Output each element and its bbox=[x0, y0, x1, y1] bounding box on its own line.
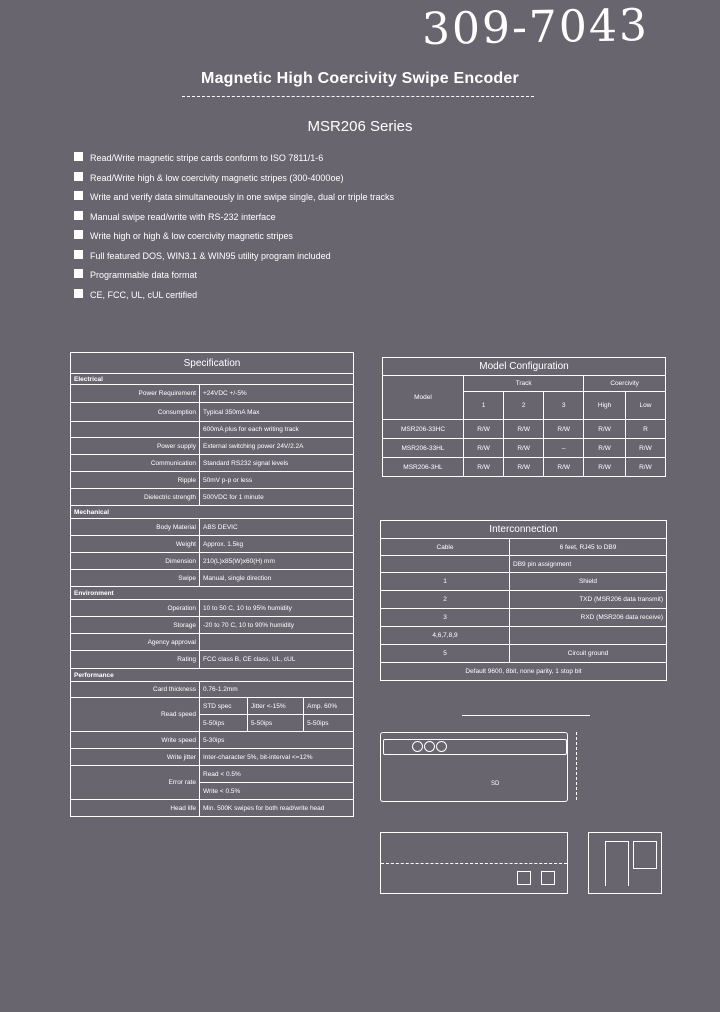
list-item: Read/Write magnetic stripe cards conform to ISO 7811/1-6 bbox=[74, 152, 494, 172]
device-drawing-top bbox=[380, 710, 588, 802]
page-title: Magnetic High Coercivity Swipe Encoder bbox=[201, 70, 519, 87]
table-row: MSR206-33HL R/W R/W – R/W R/W bbox=[383, 439, 666, 458]
handwritten-note: 309-7043 bbox=[421, 0, 650, 55]
indicator-led-icon bbox=[412, 741, 423, 752]
interconnection-table: Interconnection Cable 6 feet, RJ45 to DB9 DB9 pin assignment 1 Shield 2 TXD (MSR206 data transmit) 3 RXD (MSR206 data receive) 4,6,7,8,9 5 Circuit ground Default 9600, 8bit, none parity, 1 stop bit bbox=[380, 520, 667, 681]
rj45-port-icon bbox=[517, 871, 531, 885]
section-label: Environment bbox=[71, 587, 354, 600]
bullet-square-icon bbox=[74, 211, 83, 220]
dimension-line bbox=[462, 715, 590, 716]
series-title: MSR206 Series bbox=[307, 118, 413, 135]
table-header: Model Configuration bbox=[383, 358, 666, 376]
table-row: 4,6,7,8,9 bbox=[381, 627, 667, 645]
table-row: 2 TXD (MSR206 data transmit) bbox=[381, 591, 667, 609]
list-item: Write high or high & low coercivity magnetic stripes bbox=[74, 230, 494, 250]
list-item: CE, FCC, UL, cUL certified bbox=[74, 289, 494, 309]
list-item: Read/Write high & low coercivity magnetic stripes (300-4000oe) bbox=[74, 172, 494, 192]
list-item: Programmable data format bbox=[74, 269, 494, 289]
section-label: Mechanical bbox=[71, 506, 354, 519]
front-divider bbox=[381, 863, 567, 864]
side-slot bbox=[605, 841, 629, 886]
title-divider bbox=[182, 96, 534, 97]
power-jack-icon bbox=[541, 871, 555, 885]
table-header: Interconnection bbox=[381, 521, 667, 539]
indicator-led-icon bbox=[436, 741, 447, 752]
feature-list bbox=[74, 152, 494, 308]
side-slot bbox=[633, 841, 657, 869]
device-body bbox=[380, 732, 568, 802]
bullet-square-icon bbox=[74, 230, 83, 239]
list-item: Manual swipe read/write with RS-232 interface bbox=[74, 211, 494, 231]
bullet-square-icon bbox=[74, 172, 83, 181]
bullet-square-icon bbox=[74, 250, 83, 259]
device-label: SD bbox=[491, 781, 500, 787]
device-side-body bbox=[588, 832, 662, 894]
table-header: Specification bbox=[71, 353, 354, 374]
section-label: Performance bbox=[71, 669, 354, 682]
device-drawing-side bbox=[588, 832, 664, 896]
bullet-square-icon bbox=[74, 152, 83, 161]
model-configuration-table: Model Configuration Model Track Coercivity 1 2 3 High Low MSR206-33HC R/W R/W R/W R/W R MSR206-33HL R/W R/W – R/W R/W MSR206-3HL R/W R/W R/W R/W R/W bbox=[382, 357, 666, 477]
device-front-body bbox=[380, 832, 568, 894]
list-item: Write and verify data simultaneously in one swipe single, dual or triple tracks bbox=[74, 191, 494, 211]
bullet-square-icon bbox=[74, 289, 83, 298]
table-row: 5 Circuit ground bbox=[381, 645, 667, 663]
specification-table: Specification Electrical Power Requirement +24VDC +/-5% Consumption Typical 350mA Max 600mA plus for each writing track Power supply External switching power 24V/2.2A Communication Standard RS232 signal levels Ripple 50mV p-p or less Dielectric strength 500VDC for 1 minute Mechanical Body Material ABS DEVIC Weight Approx. 1.5kg Dimension 210(L)x85(W)x60(H) mm Swipe Manual, single direction Environment Operation 10 to 50 C, 10 to 95% humidity Storage -20 to 70 C, 10 to 90% humidity Agency approval Rating FCC class B, CE class, UL, cUL Performance Card thickness 0.76-1.2mm Read speed STD spec Jitter <-15% Amp. 60% 5-50ips 5-50ips 5-50ips Write speed 5-30ips Write jitter Inter-character 5%, bit-interval <=12% Error rate Read < 0.5% Write < 0.5% Head life Min. 500K swipes for both read/write head bbox=[70, 352, 354, 817]
indicator-led-icon bbox=[424, 741, 435, 752]
section-label: Electrical bbox=[71, 374, 354, 385]
table-row: 1 Shield bbox=[381, 573, 667, 591]
bullet-square-icon bbox=[74, 191, 83, 200]
table-row: MSR206-3HL R/W R/W R/W R/W R/W bbox=[383, 458, 666, 477]
dimension-line bbox=[576, 732, 577, 800]
list-item: Full featured DOS, WIN3.1 & WIN95 utility program included bbox=[74, 250, 494, 270]
swipe-slot bbox=[383, 739, 567, 755]
table-row: MSR206-33HC R/W R/W R/W R/W R bbox=[383, 420, 666, 439]
device-drawing-front bbox=[380, 832, 568, 896]
bullet-square-icon bbox=[74, 269, 83, 278]
table-row: 3 RXD (MSR206 data receive) bbox=[381, 609, 667, 627]
